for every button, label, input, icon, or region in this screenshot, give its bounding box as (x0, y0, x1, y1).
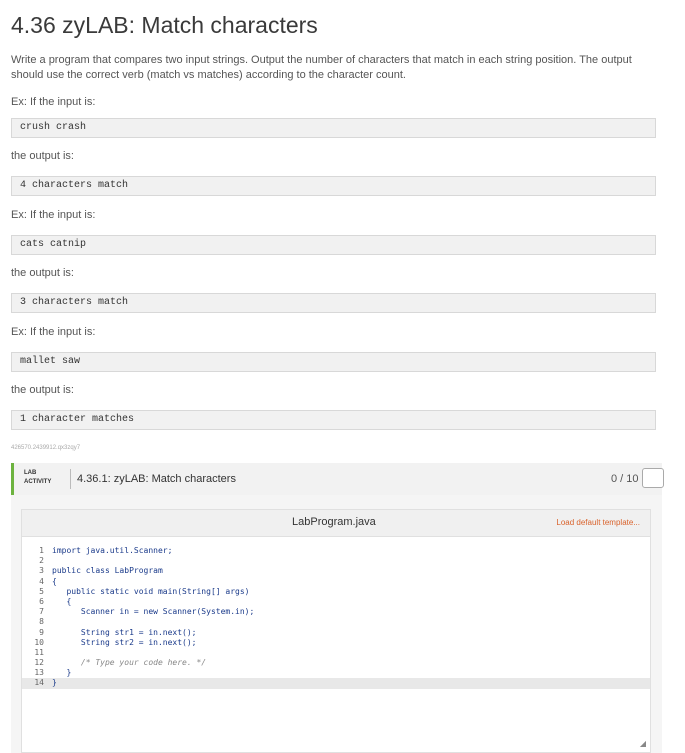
code-area[interactable] (22, 546, 650, 689)
line-number: 13 (34, 668, 44, 678)
lab-activity-header (11, 463, 662, 495)
page-title: 4.36 zyLAB: Match characters (11, 12, 318, 38)
line-number: 10 (34, 637, 44, 647)
code-line[interactable] (22, 566, 650, 576)
code-line[interactable] (22, 597, 650, 607)
code-text: { (52, 596, 72, 606)
code-editor[interactable] (21, 509, 651, 753)
output-label: the output is: (11, 150, 74, 162)
example-label: Ex: If the input is: (11, 209, 96, 221)
code-line[interactable] (22, 556, 650, 566)
divider (70, 469, 71, 489)
example-output: 4 characters match (11, 176, 656, 196)
line-number: 7 (39, 607, 44, 617)
code-line[interactable] (22, 577, 650, 587)
line-number: 11 (34, 647, 44, 657)
code-text: } (52, 668, 72, 678)
example-input: cats catnip (11, 235, 656, 255)
example-output: 3 characters match (11, 293, 656, 313)
file-bar (22, 510, 650, 537)
output-label: the output is: (11, 267, 74, 279)
example-input: mallet saw (11, 352, 656, 372)
load-default-template-link[interactable]: Load default template... (556, 518, 640, 527)
content-id: 426570.2439912.qx3zqy7 (11, 445, 81, 451)
output-label: the output is: (11, 384, 74, 396)
code-line[interactable] (22, 587, 650, 597)
code-text: public static void main(String[] args) (52, 586, 250, 596)
code-line[interactable] (22, 546, 650, 556)
line-number: 8 (39, 617, 44, 627)
code-line[interactable] (22, 678, 650, 688)
code-line[interactable] (22, 607, 650, 617)
code-text: import java.util.Scanner; (52, 546, 173, 555)
resize-handle-icon[interactable]: ◢ (639, 739, 646, 748)
code-text: } (52, 678, 57, 688)
code-line[interactable] (22, 648, 650, 658)
editor-frame (11, 495, 662, 753)
code-line[interactable] (22, 658, 650, 668)
lab-activity-tag: LAB ACTIVITY (24, 470, 52, 485)
code-text: String str2 = in.next(); (52, 637, 197, 647)
line-number: 1 (39, 546, 44, 555)
line-number: 14 (34, 678, 44, 688)
example-output: 1 character matches (11, 410, 656, 430)
example-label: Ex: If the input is: (11, 326, 96, 338)
example-input: crush crash (11, 118, 656, 138)
intro-text: Write a program that compares two input strings. Output the number of characters that match in each string position. The output should use the correct verb (match vs matches) according to the character count. (11, 54, 632, 81)
line-number: 2 (39, 556, 44, 566)
code-text: public class LabProgram (52, 566, 163, 576)
lab-activity-name: 4.36.1: zyLAB: Match characters (77, 473, 236, 485)
code-line[interactable] (22, 617, 650, 627)
line-number: 3 (39, 566, 44, 576)
code-text: String str1 = in.next(); (52, 627, 197, 637)
code-line[interactable] (22, 628, 650, 638)
score-checkbox-icon (642, 468, 664, 488)
code-text: Scanner in = new Scanner(System.in); (52, 607, 255, 617)
code-line[interactable] (22, 668, 650, 678)
example-label: Ex: If the input is: (11, 96, 96, 108)
line-number: 5 (39, 586, 44, 596)
line-number: 6 (39, 596, 44, 606)
score-label: 0 / 10 (611, 473, 639, 485)
line-number: 9 (39, 627, 44, 637)
file-name: LabProgram.java (292, 516, 376, 528)
code-text: /* Type your code here. */ (52, 658, 207, 668)
line-number: 4 (39, 576, 44, 586)
line-number: 12 (34, 658, 44, 668)
code-text: { (52, 576, 57, 586)
code-line[interactable] (22, 638, 650, 648)
